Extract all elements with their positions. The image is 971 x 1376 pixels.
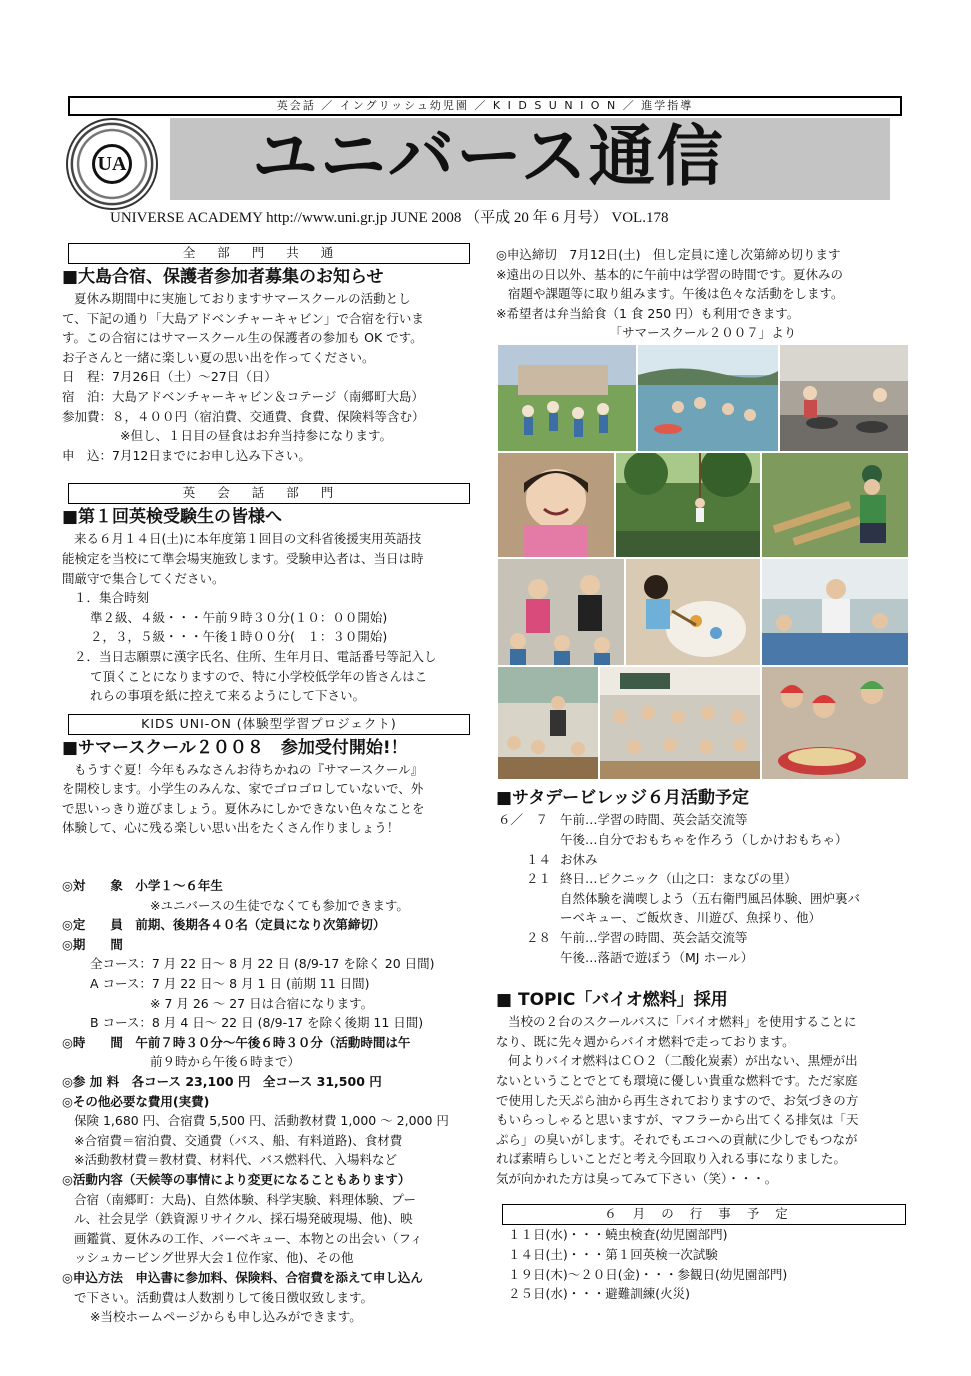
- schedule-text: 午前…学習の時間、英会話交流等: [560, 929, 748, 945]
- photo-painting-craft: [626, 559, 760, 665]
- text-line: ※ 7 月 26 ～ 27 日は合宿になります。: [150, 995, 374, 1011]
- text-line: で思いっきり遊びましょう。夏休みにしかできない色々なことを: [62, 800, 425, 816]
- text-line: もいらっしゃると思いますが、マフラーから出てくる排気は「天: [496, 1112, 859, 1128]
- event-item: １９日(木)～２０日(金)・・・参観日(幼児園部門): [508, 1266, 788, 1282]
- text-line: 宿題や課題等に取り組みます。午後は色々な活動をします。: [508, 286, 844, 302]
- text-line: ◎活動内容（天候等の事情により変更になることもあります）: [62, 1171, 411, 1187]
- masthead-subline: UNIVERSE ACADEMY http://www.uni.gr.jp JUNE 2008 （平成 20 年 6 月号） VOL.178: [110, 210, 669, 226]
- text-line: ないということでとても環境に優しい貴重な燃料です。ただ家庭: [496, 1072, 858, 1088]
- schedule-row: [496, 948, 910, 968]
- text-line: 何よりバイオ燃料はＣＯ２（二酸化炭素）が出ない、黒煙が出: [508, 1053, 858, 1069]
- schedule-row: [496, 850, 910, 870]
- schedule-text: ーベキュー、ご飯炊き、川遊び、魚採り、他）: [560, 910, 822, 926]
- section-head-english: 英会話部門: [68, 483, 470, 504]
- schedule-text: 午後…落語で遊ぼう（MJ ホール）: [560, 949, 754, 965]
- academy-seal-logo: [66, 118, 158, 210]
- text-line: ル、社会見学（鉄資源リサイクル、採石場発破現場、他)、映: [74, 1211, 413, 1227]
- text-line: ◎申込締切 7月12日(土) 但し定員に達し次第締め切ります: [496, 247, 841, 262]
- text-line: 画鑑賞、夏休みの工作、バーベキュー、本物との出会い（フィ: [74, 1230, 423, 1246]
- text-line: ◎申込方法 申込書に参加料、保険料、合宿費を添えて申し込ん: [62, 1269, 423, 1285]
- schedule-text: 自然体験を満喫しよう（五右衛門風呂体験、囲炉裏バ: [560, 890, 861, 906]
- left-column: [62, 243, 474, 1327]
- text-line: 準２級、４級・・・午前９時３０分(１０：００開始): [90, 609, 388, 625]
- schedule-row: [496, 830, 910, 850]
- photo-cooking-pancakes: [762, 667, 908, 779]
- text-line: １．集合時刻: [74, 590, 150, 606]
- text-line: 前９時から午後６時まで）: [150, 1054, 301, 1070]
- text-line: ◎時 間 午前７時３０分～午後６時３０分（活動時間は午: [62, 1034, 411, 1050]
- text-line: お子さんと一緒に楽しい夏の思い出を作ってください。: [62, 349, 375, 365]
- schedule-row: [496, 889, 910, 909]
- photo-woodworking: [762, 453, 908, 557]
- photo-cooking-outdoor: [780, 345, 908, 451]
- article-title-saturday-village: ■サタデービレッジ６月活動予定: [496, 788, 750, 809]
- article-title-biofuel: ■ TOPIC「バイオ燃料」採用: [496, 990, 728, 1011]
- text-line: ※活動教材費＝教材費、材料代、バス燃料代、入場料など: [74, 1152, 397, 1168]
- text-line: 当校の２台のスクールバスに「バイオ燃料」を使用することに: [508, 1014, 857, 1030]
- photo-beach-swimming: [638, 345, 778, 451]
- text-line: 宿 泊：大島アドベンチャーキャビン＆コテージ（南郷町大島）: [62, 388, 424, 404]
- photo-children-playground: [498, 345, 636, 451]
- schedule-text: 午後…自分でおもちゃを作ろう（しかけおもちゃ）: [560, 831, 848, 847]
- photo-rope-swing-forest: [616, 453, 760, 557]
- text-line: ※合宿費＝宿泊費、交通費（バス、船、有料道路)、食材費: [74, 1132, 403, 1148]
- text-line: ◎定 員 前期、後期各４０名（定員になり次第締切）: [62, 917, 386, 933]
- schedule-date: １４: [526, 851, 552, 867]
- text-line: で下さい。活動費は人数割りして後日徴収致します。: [74, 1289, 374, 1305]
- schedule-date: ６／ ７: [498, 812, 549, 828]
- text-line: B コース：8 月 4 日～ 22 日 (8/9-17 を除く後期 11 日間): [90, 1015, 424, 1031]
- text-line: ※希望者は弁当給食（1 食 250 円）も利用できます。: [496, 305, 800, 321]
- photo-girl-smiling: [498, 453, 614, 557]
- text-line: 全コース：7 月 22 日～ 8 月 22 日 (8/9-17 を除く 20 日間): [90, 956, 435, 972]
- article-title-oshima-camp: ■大島合宿、保護者参加者募集のお知らせ: [62, 267, 384, 287]
- text-line: れらの事項を紙に控えて来るようにして下さい。: [90, 688, 366, 704]
- right-column: [496, 245, 910, 1304]
- header-topbar: 英会話 ／ イングリッシュ幼児園 ／ K I D S U N I O N ／ 進学指導: [68, 96, 902, 116]
- schedule-row: [496, 810, 910, 830]
- text-line: ◎期 間: [62, 936, 123, 952]
- schedule-date: ２１: [526, 871, 552, 887]
- text-line: なり、既に先々週からバイオ燃料で走っております。: [496, 1033, 795, 1049]
- event-item: ２５日(水)・・・避難訓練(火災): [508, 1286, 691, 1302]
- text-line: 気が向かれた方は臭ってみて下さい（笑）・・・。: [496, 1170, 778, 1186]
- text-line: ※但し、１日目の昼食はお弁当持参になります。: [120, 428, 392, 444]
- text-line: ※遠出の日以外、基本的に午前中は学習の時間です。夏休みの: [496, 266, 843, 282]
- article-title-eiken: ■第１回英検受験生の皆様へ: [62, 507, 283, 528]
- text-line: れば素晴らしいことだと考え今回取り入れる事になりました。: [496, 1151, 847, 1167]
- text-line: す。この合宿にはサマースクール生の保護者の参加も OK です。: [62, 330, 423, 346]
- text-line: 間厳守で集合してください。: [62, 570, 225, 586]
- text-line: ※当校ホームページからも申し込みができます。: [90, 1309, 362, 1325]
- schedule-date: ２８: [526, 929, 552, 945]
- text-line: 夏休み期間中に実施しておりますサマースクールの活動とし: [74, 291, 411, 306]
- schedule-row: [496, 908, 910, 928]
- text-line: ぷら」の臭いがします。それでもエコへの貢献に少しでもつなが: [496, 1131, 858, 1147]
- text-line: もうすぐ夏！今年もみなさんお待ちかねの『サマースクール』: [74, 761, 424, 777]
- seal-letters: UA: [92, 144, 132, 184]
- event-item: １４日(土)・・・第１回英検一次試験: [508, 1247, 718, 1263]
- event-item: １１日(水)・・・蟯虫検査(幼児園部門): [508, 1227, 728, 1243]
- text-line: ※ユニバースの生徒でなくても参加できます。: [150, 897, 409, 913]
- photo-kids-with-adult: [498, 559, 624, 665]
- text-line: ２，３，５級・・・午後１時００分( １：３０開始): [90, 629, 388, 645]
- schedule-row: [496, 928, 910, 948]
- text-line: ◎対 象 小学１～６年生: [62, 878, 223, 894]
- masthead: [170, 118, 890, 200]
- text-line: 保険 1,680 円、合宿費 5,500 円、活動教材費 1,000 ～ 2,000 円: [74, 1113, 449, 1129]
- text-line: て頂くことになりますので、特に小学校低学年の皆さんはこ: [90, 668, 428, 684]
- text-line: 日 程：7月26日（土）～27日（日）: [62, 369, 277, 385]
- text-line: A コース：7 月 22 日～ 8 月 1 日 (前期 11 日間): [90, 976, 370, 992]
- photo-caption: 「サマースクール２００７」より: [609, 325, 797, 341]
- photo-fish-carving: [762, 559, 908, 665]
- schedule-text: 終日…ピクニック（山之口：まなびの里）: [560, 871, 797, 887]
- text-line: 合宿（南郷町：大島)、自然体験、科学実験、料理体験、プー: [74, 1191, 417, 1207]
- photo-collage: [496, 345, 908, 779]
- text-line: ◎参 加 料 各コース 23,100 円 全コース 31,500 円: [62, 1074, 382, 1089]
- newsletter-title: ユニバース通信: [252, 118, 725, 195]
- section-head-all-departments: 全部門共通: [68, 243, 470, 264]
- text-line: て、下記の通り「大島アドベンチャーキャビン」で合宿を行いま: [62, 310, 424, 326]
- text-line: 申 込：7月12日までにお申し込み下さい。: [62, 447, 311, 463]
- schedule-text: お休み: [560, 851, 598, 867]
- article-title-summer-school: ■サマースクール２００８ 参加受付開始!！: [62, 737, 408, 758]
- text-line: ッシュカービング世界大会１位作家、他)、その他: [74, 1250, 354, 1266]
- photo-classroom-standing: [498, 667, 598, 779]
- text-line: ２．当日志願票に漢字氏名、住所、生年月日、電話番号等記入し: [74, 648, 437, 664]
- text-line: 参加費：８，４００円（宿泊費、交通費、食費、保険料等含む）: [62, 408, 425, 424]
- schedule-row: [496, 869, 910, 889]
- text-line: 体験して、心に残る楽しい思い出をたくさん作りましょう！: [62, 820, 400, 836]
- text-line: で使用した天ぷら油から再生されておりますので、お気づきの方: [496, 1092, 859, 1108]
- section-head-june-events: ６月の行事予定: [502, 1204, 906, 1225]
- text-line: を開校します。小学生のみんな、家でゴロゴロしていないで、外: [62, 781, 424, 797]
- text-line: ◎その他必要な費用(実費): [62, 1093, 210, 1109]
- photo-classroom-studying: [600, 667, 760, 779]
- section-head-kids-union: KIDS UNI-ON (体験型学習プロジェクト): [68, 714, 470, 735]
- schedule-text: 午前…学習の時間、英会話交流等: [560, 812, 748, 828]
- text-line: 来る６月１４日(土)に本年度第１回目の文科省後援実用英語技: [74, 531, 422, 547]
- text-line: 能検定を当校にて準会場実施致します。受験申込者は、当日は時: [62, 550, 424, 566]
